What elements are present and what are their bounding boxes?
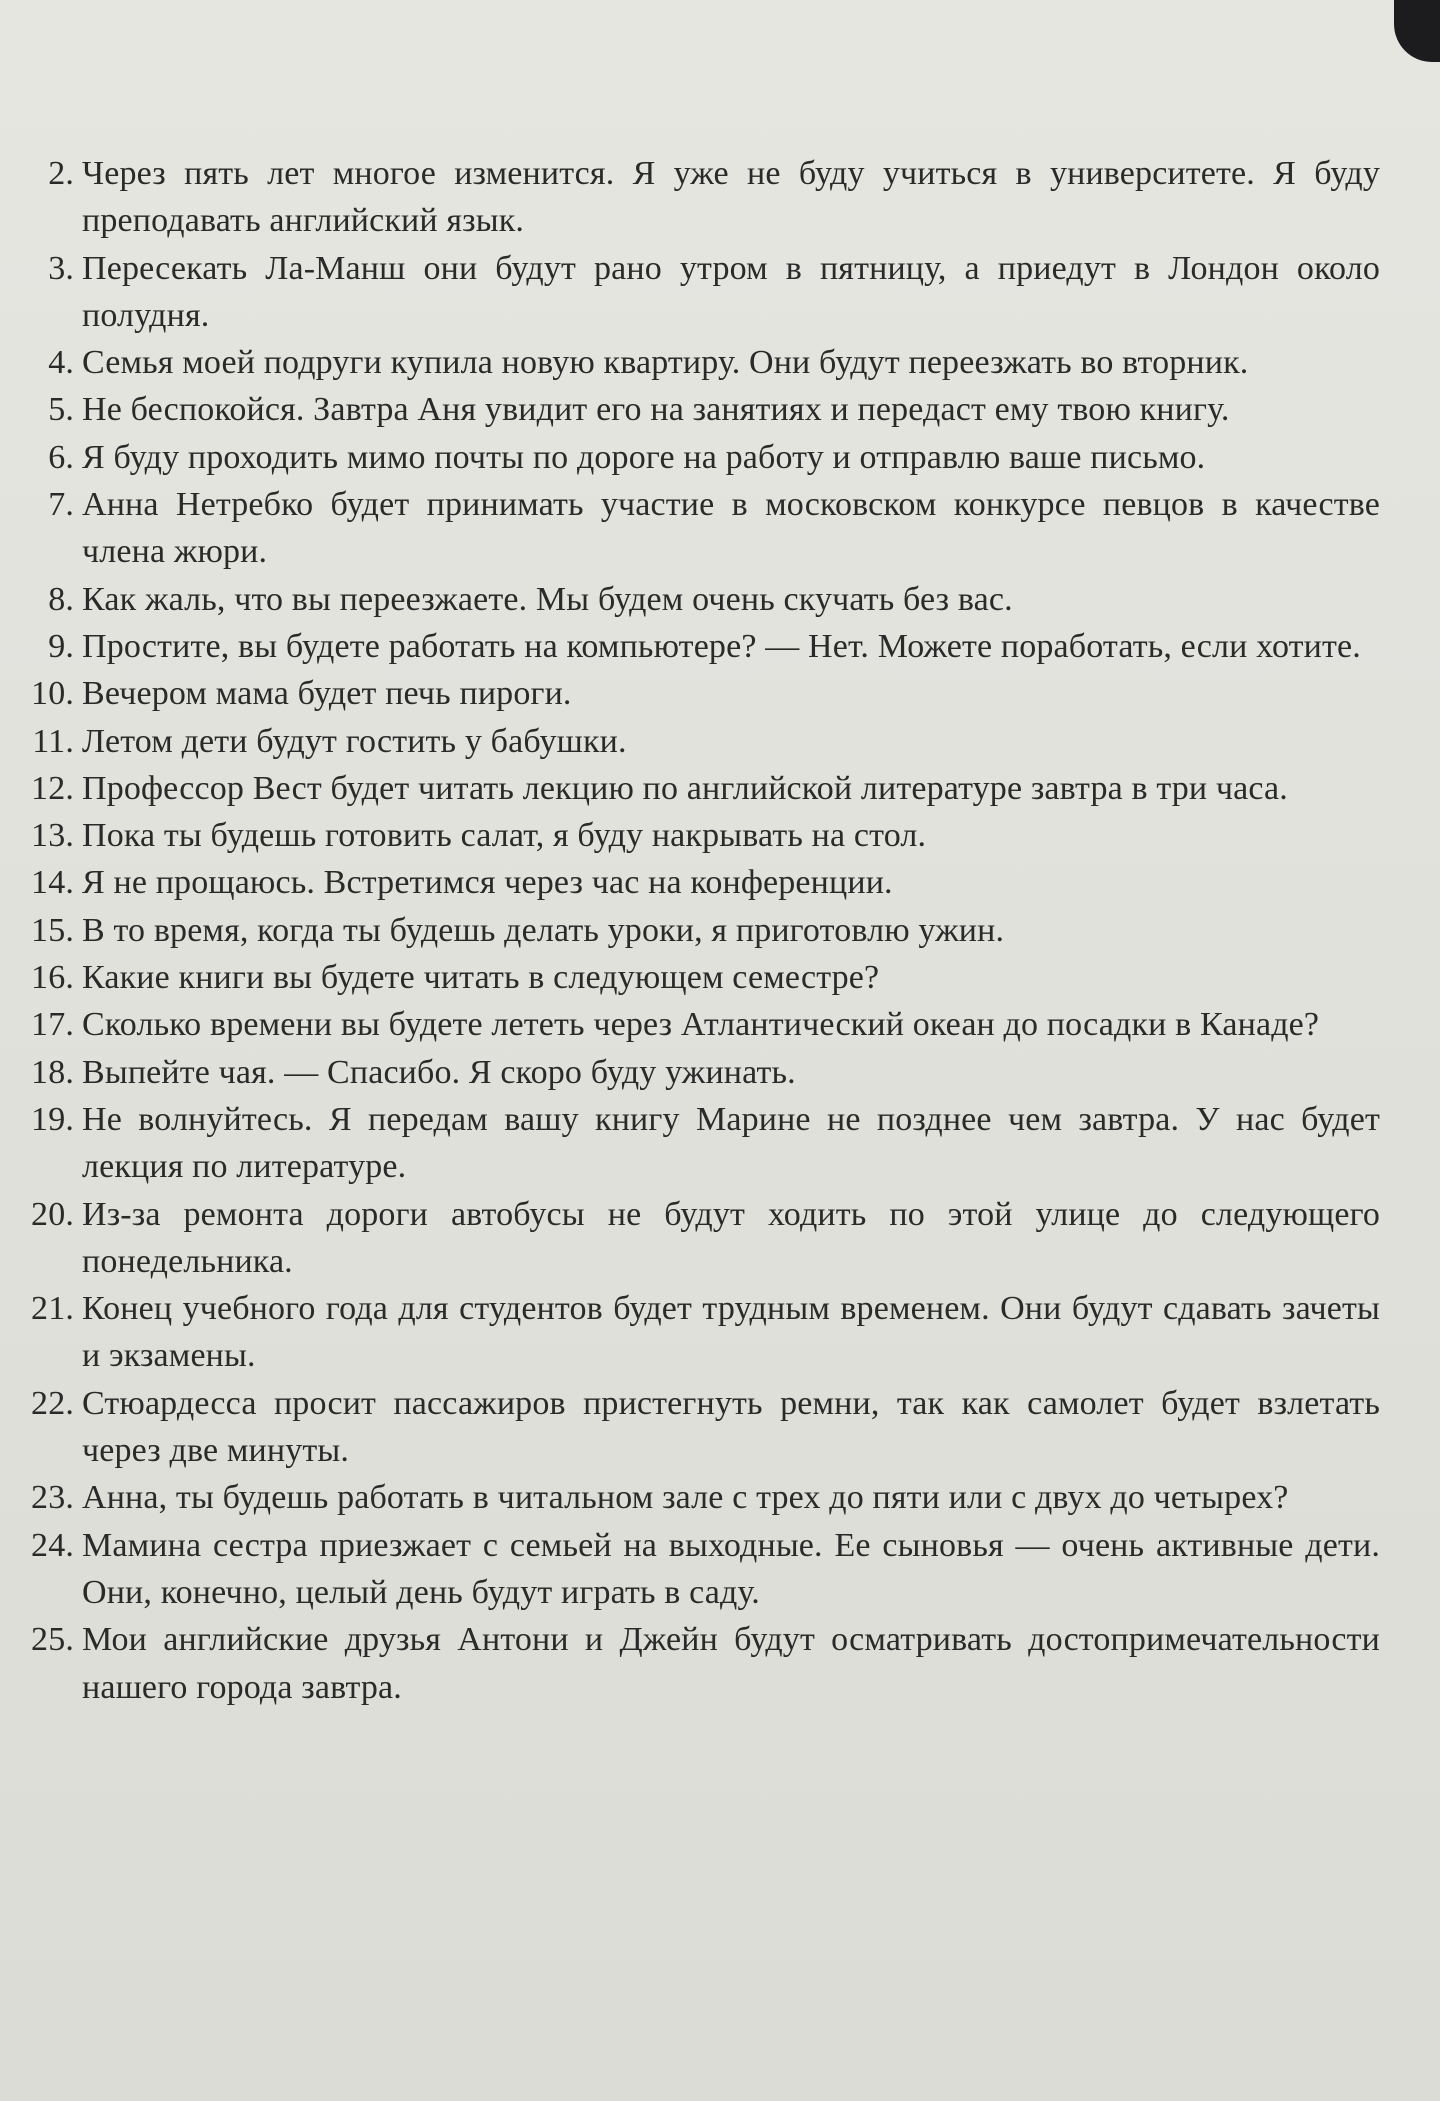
item-number: 6. [48, 438, 74, 476]
list-item [0, 1474, 1420, 1521]
item-text: Профессор Вест будет читать лекцию по английской литературе завтра в три часа. [82, 769, 1288, 807]
item-number: 8. [48, 580, 74, 618]
item-text: Мамина сестра приезжает с семьей на выходные. Ее сыновья — очень активные дети. Они, конечно, целый день будут играть в саду. [82, 1526, 1380, 1611]
item-number: 13. [31, 817, 74, 855]
item-number: 5. [48, 391, 74, 429]
item-text: Летом дети будут гостить у бабушки. [82, 722, 627, 760]
item-number: 18. [31, 1053, 74, 1091]
list-item [0, 670, 1420, 717]
item-text: В то время, когда ты будешь делать уроки, я приготовлю ужин. [82, 911, 1005, 949]
item-text: Выпейте чая. — Спасибо. Я скоро буду ужинать. [82, 1053, 796, 1091]
exercise-list [0, 150, 1420, 1711]
item-text: Через пять лет многое изменится. Я уже не буду учиться в университете. Я буду преподавать английский язык. [82, 155, 1380, 240]
item-number: 7. [48, 486, 74, 524]
list-item [0, 481, 1420, 576]
item-number: 4. [48, 344, 74, 382]
item-number: 23. [31, 1479, 74, 1517]
item-number: 20. [31, 1195, 74, 1233]
list-item [0, 1616, 1420, 1711]
item-number: 11. [32, 722, 74, 760]
item-number: 12. [31, 769, 74, 807]
list-item [0, 1380, 1420, 1475]
list-item [0, 576, 1420, 623]
item-number: 25. [31, 1621, 74, 1659]
item-text: Сколько времени вы будете лететь через Атлантический океан до посадки в Канаде? [82, 1006, 1320, 1044]
item-number: 24. [31, 1526, 74, 1564]
list-item [0, 765, 1420, 812]
item-number: 22. [31, 1384, 74, 1422]
list-item [0, 1049, 1420, 1096]
list-item [0, 954, 1420, 1001]
item-text: Семья моей подруги купила новую квартиру. Они будут переезжать во вторник. [82, 344, 1249, 382]
item-number: 3. [48, 249, 74, 287]
list-item [0, 623, 1420, 670]
list-item [0, 245, 1420, 340]
item-text: Из-за ремонта дороги автобусы не будут ходить по этой улице до следующего понедельника. [82, 1195, 1380, 1280]
list-item [0, 1285, 1420, 1380]
item-text: Простите, вы будете работать на компьютере? — Нет. Можете поработать, если хотите. [82, 627, 1361, 665]
item-text: Пересекать Ла-Манш они будут рано утром в пятницу, а приедут в Лондон около полудня. [82, 249, 1380, 334]
item-number: 21. [31, 1290, 74, 1328]
list-item [0, 386, 1420, 433]
item-text: Вечером мама будет печь пироги. [82, 675, 572, 713]
item-number: 10. [31, 675, 74, 713]
list-item [0, 1522, 1420, 1617]
item-text: Конец учебного года для студентов будет трудным временем. Они будут сдавать зачеты и экзамены. [82, 1290, 1380, 1375]
list-item [0, 859, 1420, 906]
item-text: Какие книги вы будете читать в следующем семестре? [82, 959, 880, 997]
list-item [0, 1191, 1420, 1286]
list-item [0, 339, 1420, 386]
item-text: Не волнуйтесь. Я передам вашу книгу Марине не позднее чем завтра. У нас будет лекция по литературе. [82, 1100, 1380, 1186]
item-number: 17. [31, 1006, 74, 1044]
item-text: Я не прощаюсь. Встретимся через час на конференции. [82, 864, 893, 902]
item-number: 15. [31, 911, 74, 949]
item-number: 19. [31, 1100, 74, 1138]
item-number: 14. [31, 864, 74, 902]
item-text: Пока ты будешь готовить салат, я буду накрывать на стол. [82, 817, 927, 855]
list-item [0, 1096, 1420, 1191]
list-item [0, 812, 1420, 859]
list-item [0, 150, 1420, 245]
item-number: 16. [31, 959, 74, 997]
item-text: Не беспокойся. Завтра Аня увидит его на занятиях и передаст ему твою книгу. [82, 391, 1230, 429]
list-item [0, 907, 1420, 954]
item-text: Анна, ты будешь работать в читальном зале с трех до пяти или с двух до четырех? [82, 1479, 1289, 1517]
page-corner-shadow [1394, 0, 1440, 62]
list-item [0, 1001, 1420, 1048]
item-number: 9. [48, 627, 74, 665]
item-text: Я буду проходить мимо почты по дороге на работу и отправлю ваше письмо. [82, 438, 1206, 476]
item-text: Как жаль, что вы переезжаете. Мы будем очень скучать без вас. [82, 580, 1013, 618]
item-text: Стюардесса просит пассажиров пристегнуть ремни, так как самолет будет взлетать через две минуты. [82, 1384, 1380, 1470]
item-text: Мои английские друзья Антони и Джейн будут осматривать достопримечательности нашего города завтра. [82, 1621, 1380, 1706]
list-item [0, 434, 1420, 481]
item-text: Анна Нетребко будет принимать участие в московском конкурсе певцов в качестве члена жюри. [82, 486, 1380, 571]
list-item [0, 718, 1420, 765]
item-number: 2. [48, 155, 74, 192]
